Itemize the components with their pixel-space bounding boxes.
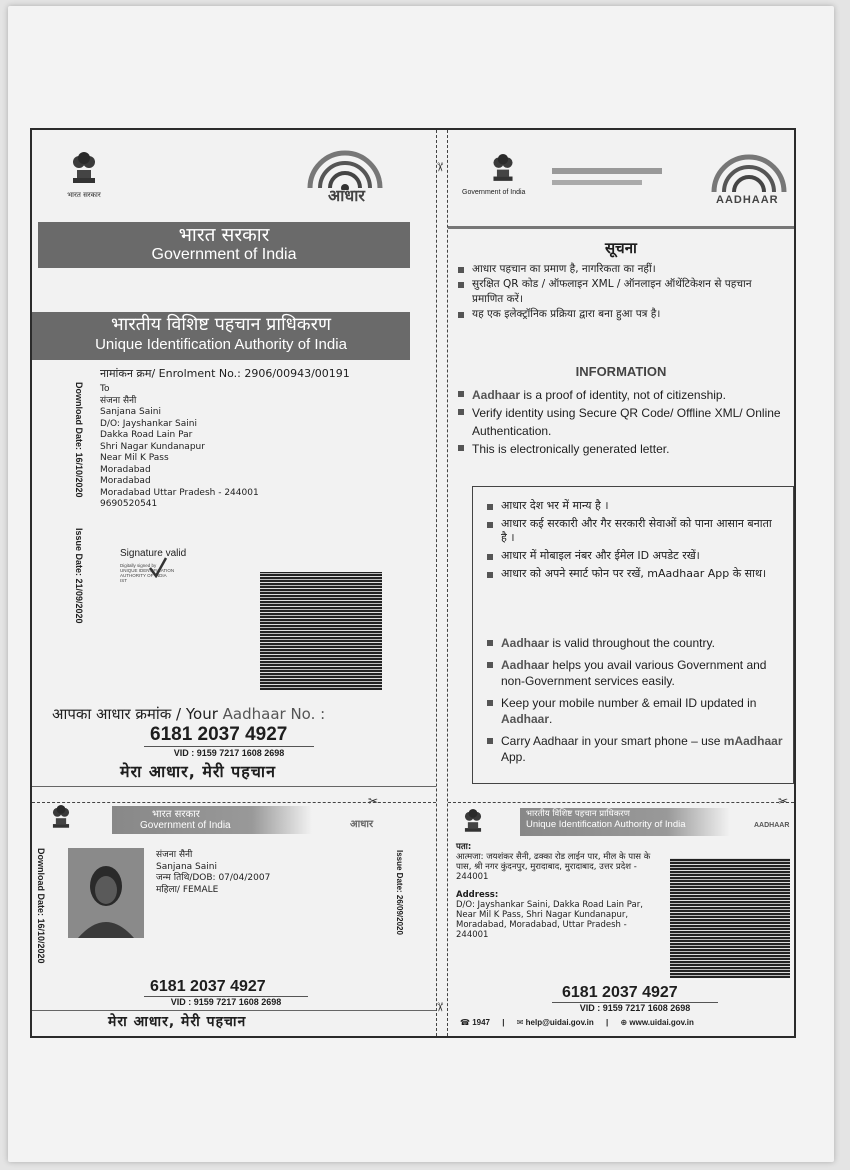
box-text: Carry Aadhaar in your smart phone – use bbox=[501, 734, 724, 748]
person-photo-icon bbox=[68, 848, 144, 938]
issue-date: Issue Date: 21/09/2020 bbox=[74, 528, 84, 624]
card-right-vid: VID : 9159 7217 1608 2698 bbox=[552, 1002, 718, 1013]
emblem-block bbox=[64, 148, 104, 200]
right-logo-text: AADHAAR bbox=[716, 194, 779, 206]
signature-detail-line: AUTHORITY OF INDIA bbox=[120, 573, 167, 578]
card-slogan: मेरा आधार, मेरी पहचान bbox=[108, 1014, 247, 1030]
signature-label: Signature valid bbox=[120, 548, 187, 559]
card-dob: जन्म तिथि/DOB: 07/04/2007 bbox=[156, 873, 271, 883]
card-right-logo: AADHAAR bbox=[754, 822, 790, 829]
address-hindi: आत्मजा: जयशंकर सैनी, ढक्का रोड लाईन पार, मील के पास के पास, श्री नगर कुंदनपुर, मुरादाबाद, मुरादाबाद, उत्तर प्रदेश - 244001 bbox=[456, 852, 651, 882]
signature-detail-line: IST bbox=[120, 578, 128, 583]
info-item-text: Verify identity using Secure QR Code/ Offline XML/ Online Authentication. bbox=[472, 406, 781, 438]
your-aadhaar-label bbox=[52, 704, 325, 724]
contact-footer: ☎ 1947 | ✉ help@uidai.gov.in | ⊕ www.uidai.gov.in bbox=[460, 1018, 694, 1027]
address-line: Dakka Road Lain Par bbox=[100, 430, 193, 440]
national-emblem-icon bbox=[50, 802, 72, 830]
email-address: help@uidai.gov.in bbox=[525, 1018, 594, 1027]
box-english-item bbox=[487, 733, 783, 765]
info-item-text: is a proof of identity, not of citizenship. bbox=[520, 388, 726, 402]
check-mark-icon bbox=[148, 556, 168, 578]
address-line: To bbox=[100, 384, 110, 394]
notice-item: सुरक्षित QR कोड / ऑफलाइन XML / ऑनलाइन ऑथेंटिकेशन से पहचान प्रमाणित करें। bbox=[458, 277, 784, 307]
card-name-english: Sanjana Saini bbox=[156, 861, 217, 872]
card-divider bbox=[32, 1010, 436, 1011]
card-logo: आधार bbox=[350, 819, 374, 830]
info-item bbox=[458, 440, 788, 458]
card-uidai-band bbox=[520, 808, 730, 836]
address-line: संजना सैनी bbox=[100, 395, 137, 406]
card-download-date: Download Date: 16/10/2020 bbox=[36, 848, 46, 964]
box-hindi-list bbox=[487, 499, 777, 581]
card-vid: VID : 9159 7217 1608 2698 bbox=[144, 996, 308, 1007]
right-emblem-caption: Government of India bbox=[462, 189, 526, 196]
national-emblem-icon bbox=[462, 806, 484, 834]
header-rule bbox=[448, 226, 794, 229]
phone-icon: ☎ bbox=[460, 1018, 470, 1027]
box-text: . bbox=[549, 712, 553, 726]
address-label-english: Address: bbox=[456, 890, 499, 900]
national-emblem-icon bbox=[69, 148, 99, 186]
address-line: Near Mil K Pass bbox=[100, 453, 169, 463]
box-english-item bbox=[487, 695, 783, 727]
fold-divider bbox=[436, 130, 448, 1036]
box-hindi-item: आधार को अपने स्मार्ट फोन पर रखें, mAadhaar App के साथ। bbox=[487, 567, 777, 581]
address-line: Shri Nagar Kundanapur bbox=[100, 441, 205, 452]
your-aadhaar-label-en: Aadhaar No. : bbox=[222, 705, 326, 723]
notice-list bbox=[458, 262, 784, 322]
aadhaar-logo bbox=[300, 148, 390, 208]
info-list bbox=[458, 386, 788, 458]
info-item-bold: Aadhaar bbox=[472, 388, 521, 402]
address-line: D/O: Jayshankar Saini bbox=[100, 418, 197, 429]
card-gov-english: Government of India bbox=[140, 820, 231, 831]
notice-item: आधार पहचान का प्रमाण है, नागरिकता का नहीं। bbox=[458, 262, 784, 277]
card-emblem bbox=[50, 802, 76, 835]
divider-line bbox=[32, 786, 436, 787]
card-gov-hindi: भारत सरकार bbox=[152, 809, 200, 820]
card-right-aadhaar-number: 6181 2037 4927 bbox=[562, 984, 678, 1001]
notice-title: सूचना bbox=[605, 239, 637, 257]
address-line: Moradabad Uttar Pradesh - 244001 bbox=[100, 487, 259, 498]
box-hindi-item: आधार कई सरकारी और गैर सरकारी सेवाओं को पाना आसान बनाता है । bbox=[487, 517, 777, 545]
box-hindi-item: आधार देश भर में मान्य है । bbox=[487, 499, 777, 513]
address-line: Sanjana Saini bbox=[100, 407, 161, 417]
card-uidai-english: Unique Identification Authority of India bbox=[526, 819, 686, 830]
enrolment-number: नामांकन क्रम/ Enrolment No.: 2906/00943/00191 bbox=[100, 367, 350, 380]
gov-hindi: भारत सरकार bbox=[178, 224, 270, 246]
box-text: helps you avail various Government and non-Government services easily. bbox=[501, 658, 767, 688]
signature-block bbox=[120, 548, 186, 583]
card-uidai-hindi: भारतीय विशिष्ट पहचान प्राधिकरण bbox=[526, 809, 630, 819]
signature-detail-line: UNIQUE IDENTIFICATION bbox=[120, 568, 175, 573]
right-aadhaar-logo bbox=[704, 152, 794, 212]
address-line: Moradabad bbox=[100, 476, 151, 486]
national-emblem-icon bbox=[490, 150, 516, 184]
email-icon: ✉ bbox=[516, 1018, 524, 1027]
uidai-hindi: भारतीय विशिष्ट पहचान प्राधिकरण bbox=[111, 314, 331, 335]
box-english-item bbox=[487, 635, 783, 651]
scissors-icon: ✂ bbox=[433, 161, 448, 173]
download-date: Download Date: 16/10/2020 bbox=[74, 382, 84, 498]
phone-number: 1947 bbox=[472, 1018, 490, 1027]
right-cut-line bbox=[448, 802, 794, 803]
info-item-text: This is electronically generated letter. bbox=[472, 442, 670, 456]
scissors-icon: ✂ bbox=[778, 794, 789, 808]
info-item bbox=[458, 404, 788, 440]
info-box bbox=[472, 486, 794, 784]
web-icon: ⊕ bbox=[620, 1018, 628, 1027]
emblem-caption: भारत सरकार bbox=[67, 191, 101, 199]
card-gender: महिला/ FEMALE bbox=[156, 884, 219, 895]
card-details bbox=[156, 850, 270, 896]
card-name-hindi: संजना सैनी bbox=[156, 850, 193, 860]
gov-band bbox=[38, 222, 410, 268]
gov-english: Government of India bbox=[151, 246, 297, 263]
slogan: मेरा आधार, मेरी पहचान bbox=[120, 762, 276, 781]
aadhaar-letter-frame bbox=[30, 128, 796, 1038]
your-aadhaar-label-hi: आपका आधार क्रमांक / Your bbox=[52, 705, 223, 723]
aadhaar-sun-icon bbox=[704, 152, 794, 192]
card-issue-date: Issue Date: 26/09/2020 bbox=[395, 850, 404, 935]
info-item bbox=[458, 386, 788, 404]
redacted-bar bbox=[552, 180, 642, 185]
address-label-hindi: पता: bbox=[456, 842, 472, 852]
card-aadhaar-number: 6181 2037 4927 bbox=[150, 978, 266, 995]
photo bbox=[68, 848, 144, 938]
address-line: Moradabad bbox=[100, 464, 151, 475]
qr-code bbox=[260, 572, 382, 690]
box-bold: Aadhaar bbox=[501, 636, 550, 650]
redacted-bar bbox=[552, 168, 662, 174]
box-bold: Aadhaar bbox=[501, 712, 550, 726]
info-title: INFORMATION bbox=[575, 364, 667, 379]
box-english-item bbox=[487, 657, 783, 689]
box-text: Keep your mobile number & email ID updated in bbox=[501, 696, 757, 710]
uidai-english: Unique Identification Authority of India bbox=[95, 336, 347, 353]
box-text: App. bbox=[501, 750, 526, 764]
box-hindi-item: आधार में मोबाइल नंबर और ईमेल ID अपडेट रखें। bbox=[487, 549, 777, 563]
uidai-band bbox=[32, 312, 410, 360]
scissors-icon: ✂ bbox=[433, 1001, 448, 1013]
card-gov-band bbox=[112, 806, 312, 834]
address-line: 9690520541 bbox=[100, 499, 158, 509]
card-right-emblem bbox=[462, 806, 484, 839]
right-emblem bbox=[462, 150, 542, 196]
recipient-address bbox=[100, 384, 300, 511]
box-bold: mAadhaar bbox=[723, 734, 783, 748]
notice-item: यह एक इलेक्ट्रॉनिक प्रक्रिया द्वारा बना हुआ पत्र है। bbox=[458, 307, 784, 322]
box-text: is valid throughout the country. bbox=[549, 636, 715, 650]
vid-number: VID : 9159 7217 1608 2698 bbox=[144, 746, 314, 758]
website: www.uidai.gov.in bbox=[629, 1018, 694, 1027]
address-english: D/O: Jayshankar Saini, Dakka Road Lain Par, Near Mil K Pass, Shri Nagar Kundanapur, Moradabad, Moradabad, Uttar Pradesh - 244001 bbox=[456, 900, 643, 940]
right-panel bbox=[448, 130, 794, 1036]
box-bold: Aadhaar bbox=[501, 658, 550, 672]
aadhaar-number: 6181 2037 4927 bbox=[150, 724, 288, 745]
scissors-icon: ✂ bbox=[368, 794, 379, 808]
left-panel bbox=[32, 130, 436, 1036]
card-address bbox=[456, 842, 656, 940]
box-english-list bbox=[487, 635, 783, 765]
card-qr-code bbox=[670, 858, 790, 978]
aadhaar-logo-text: आधार bbox=[328, 186, 365, 205]
signature-detail-line: Digitally signed by bbox=[120, 563, 157, 568]
